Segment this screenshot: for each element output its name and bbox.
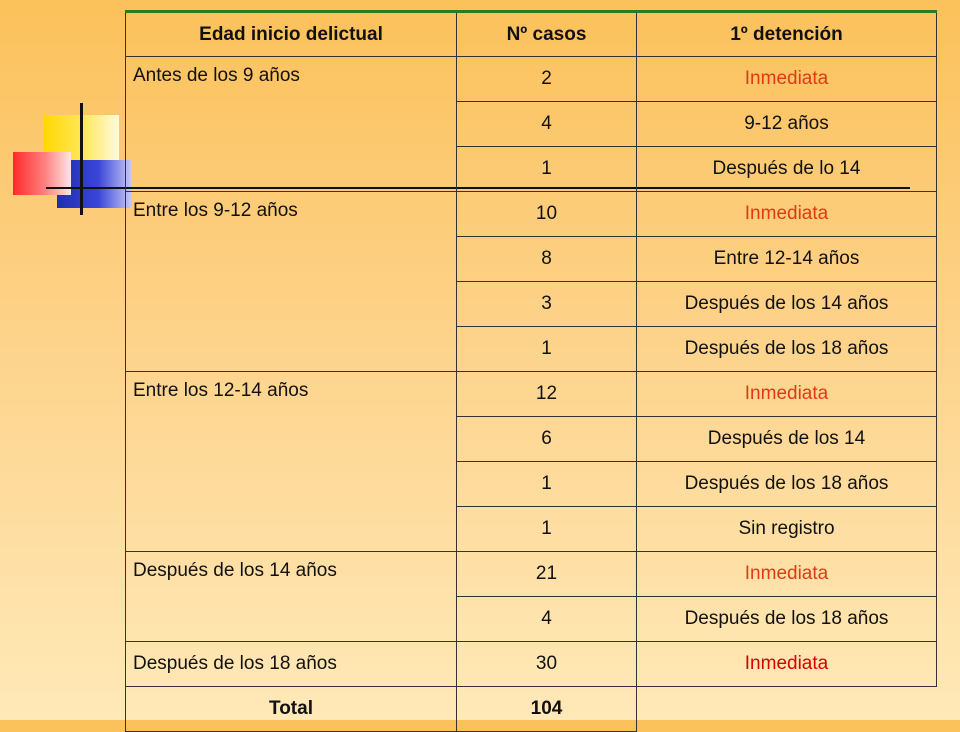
age-group-cell: Después de los 18 años bbox=[126, 642, 457, 687]
detention-cell: Después de los 18 años bbox=[637, 597, 937, 642]
detention-cell: Inmediata bbox=[637, 372, 937, 417]
table-row bbox=[126, 372, 937, 417]
table-row bbox=[126, 192, 937, 237]
total-label: Total bbox=[126, 687, 457, 732]
cases-cell: 1 bbox=[457, 462, 637, 507]
detention-cell: Inmediata bbox=[637, 552, 937, 597]
cases-cell: 1 bbox=[457, 147, 637, 192]
detention-cell: 9-12 años bbox=[637, 102, 937, 147]
detention-cell: Después de los 18 años bbox=[637, 327, 937, 372]
cases-cell: 6 bbox=[457, 417, 637, 462]
cases-cell: 4 bbox=[457, 102, 637, 147]
header-age: Edad inicio delictual bbox=[126, 12, 457, 57]
cases-cell: 8 bbox=[457, 237, 637, 282]
cases-cell: 21 bbox=[457, 552, 637, 597]
detention-cell: Inmediata bbox=[637, 642, 937, 687]
detention-cell: Después de lo 14 bbox=[637, 147, 937, 192]
header-detention: 1º detención bbox=[637, 12, 937, 57]
detention-cell: Después de los 14 bbox=[637, 417, 937, 462]
age-group-cell: Entre los 9-12 años bbox=[126, 192, 457, 372]
detention-cell: Inmediata bbox=[637, 57, 937, 102]
table-row bbox=[126, 57, 937, 102]
age-group-cell: Entre los 12-14 años bbox=[126, 372, 457, 552]
detention-cell: Después de los 14 años bbox=[637, 282, 937, 327]
cases-cell: 10 bbox=[457, 192, 637, 237]
detention-cell: Inmediata bbox=[637, 192, 937, 237]
total-value: 104 bbox=[457, 687, 637, 732]
decorative-squares bbox=[0, 0, 140, 230]
table-row bbox=[126, 552, 937, 597]
cases-cell: 4 bbox=[457, 597, 637, 642]
cases-cell: 1 bbox=[457, 327, 637, 372]
detention-cell: Entre 12-14 años bbox=[637, 237, 937, 282]
detention-cell: Después de los 18 años bbox=[637, 462, 937, 507]
total-row bbox=[126, 687, 937, 732]
age-group-cell: Después de los 14 años bbox=[126, 552, 457, 642]
age-group-cell: Antes de los 9 años bbox=[126, 57, 457, 192]
header-cases: Nº casos bbox=[457, 12, 637, 57]
table-row bbox=[126, 642, 937, 687]
vertical-line-decoration bbox=[80, 103, 83, 215]
cases-cell: 1 bbox=[457, 507, 637, 552]
cases-cell: 30 bbox=[457, 642, 637, 687]
cases-cell: 12 bbox=[457, 372, 637, 417]
detention-table bbox=[125, 10, 937, 732]
cases-cell: 2 bbox=[457, 57, 637, 102]
detention-cell: Sin registro bbox=[637, 507, 937, 552]
table-header-row bbox=[126, 12, 937, 57]
cases-cell: 3 bbox=[457, 282, 637, 327]
total-empty-cell bbox=[637, 687, 937, 732]
